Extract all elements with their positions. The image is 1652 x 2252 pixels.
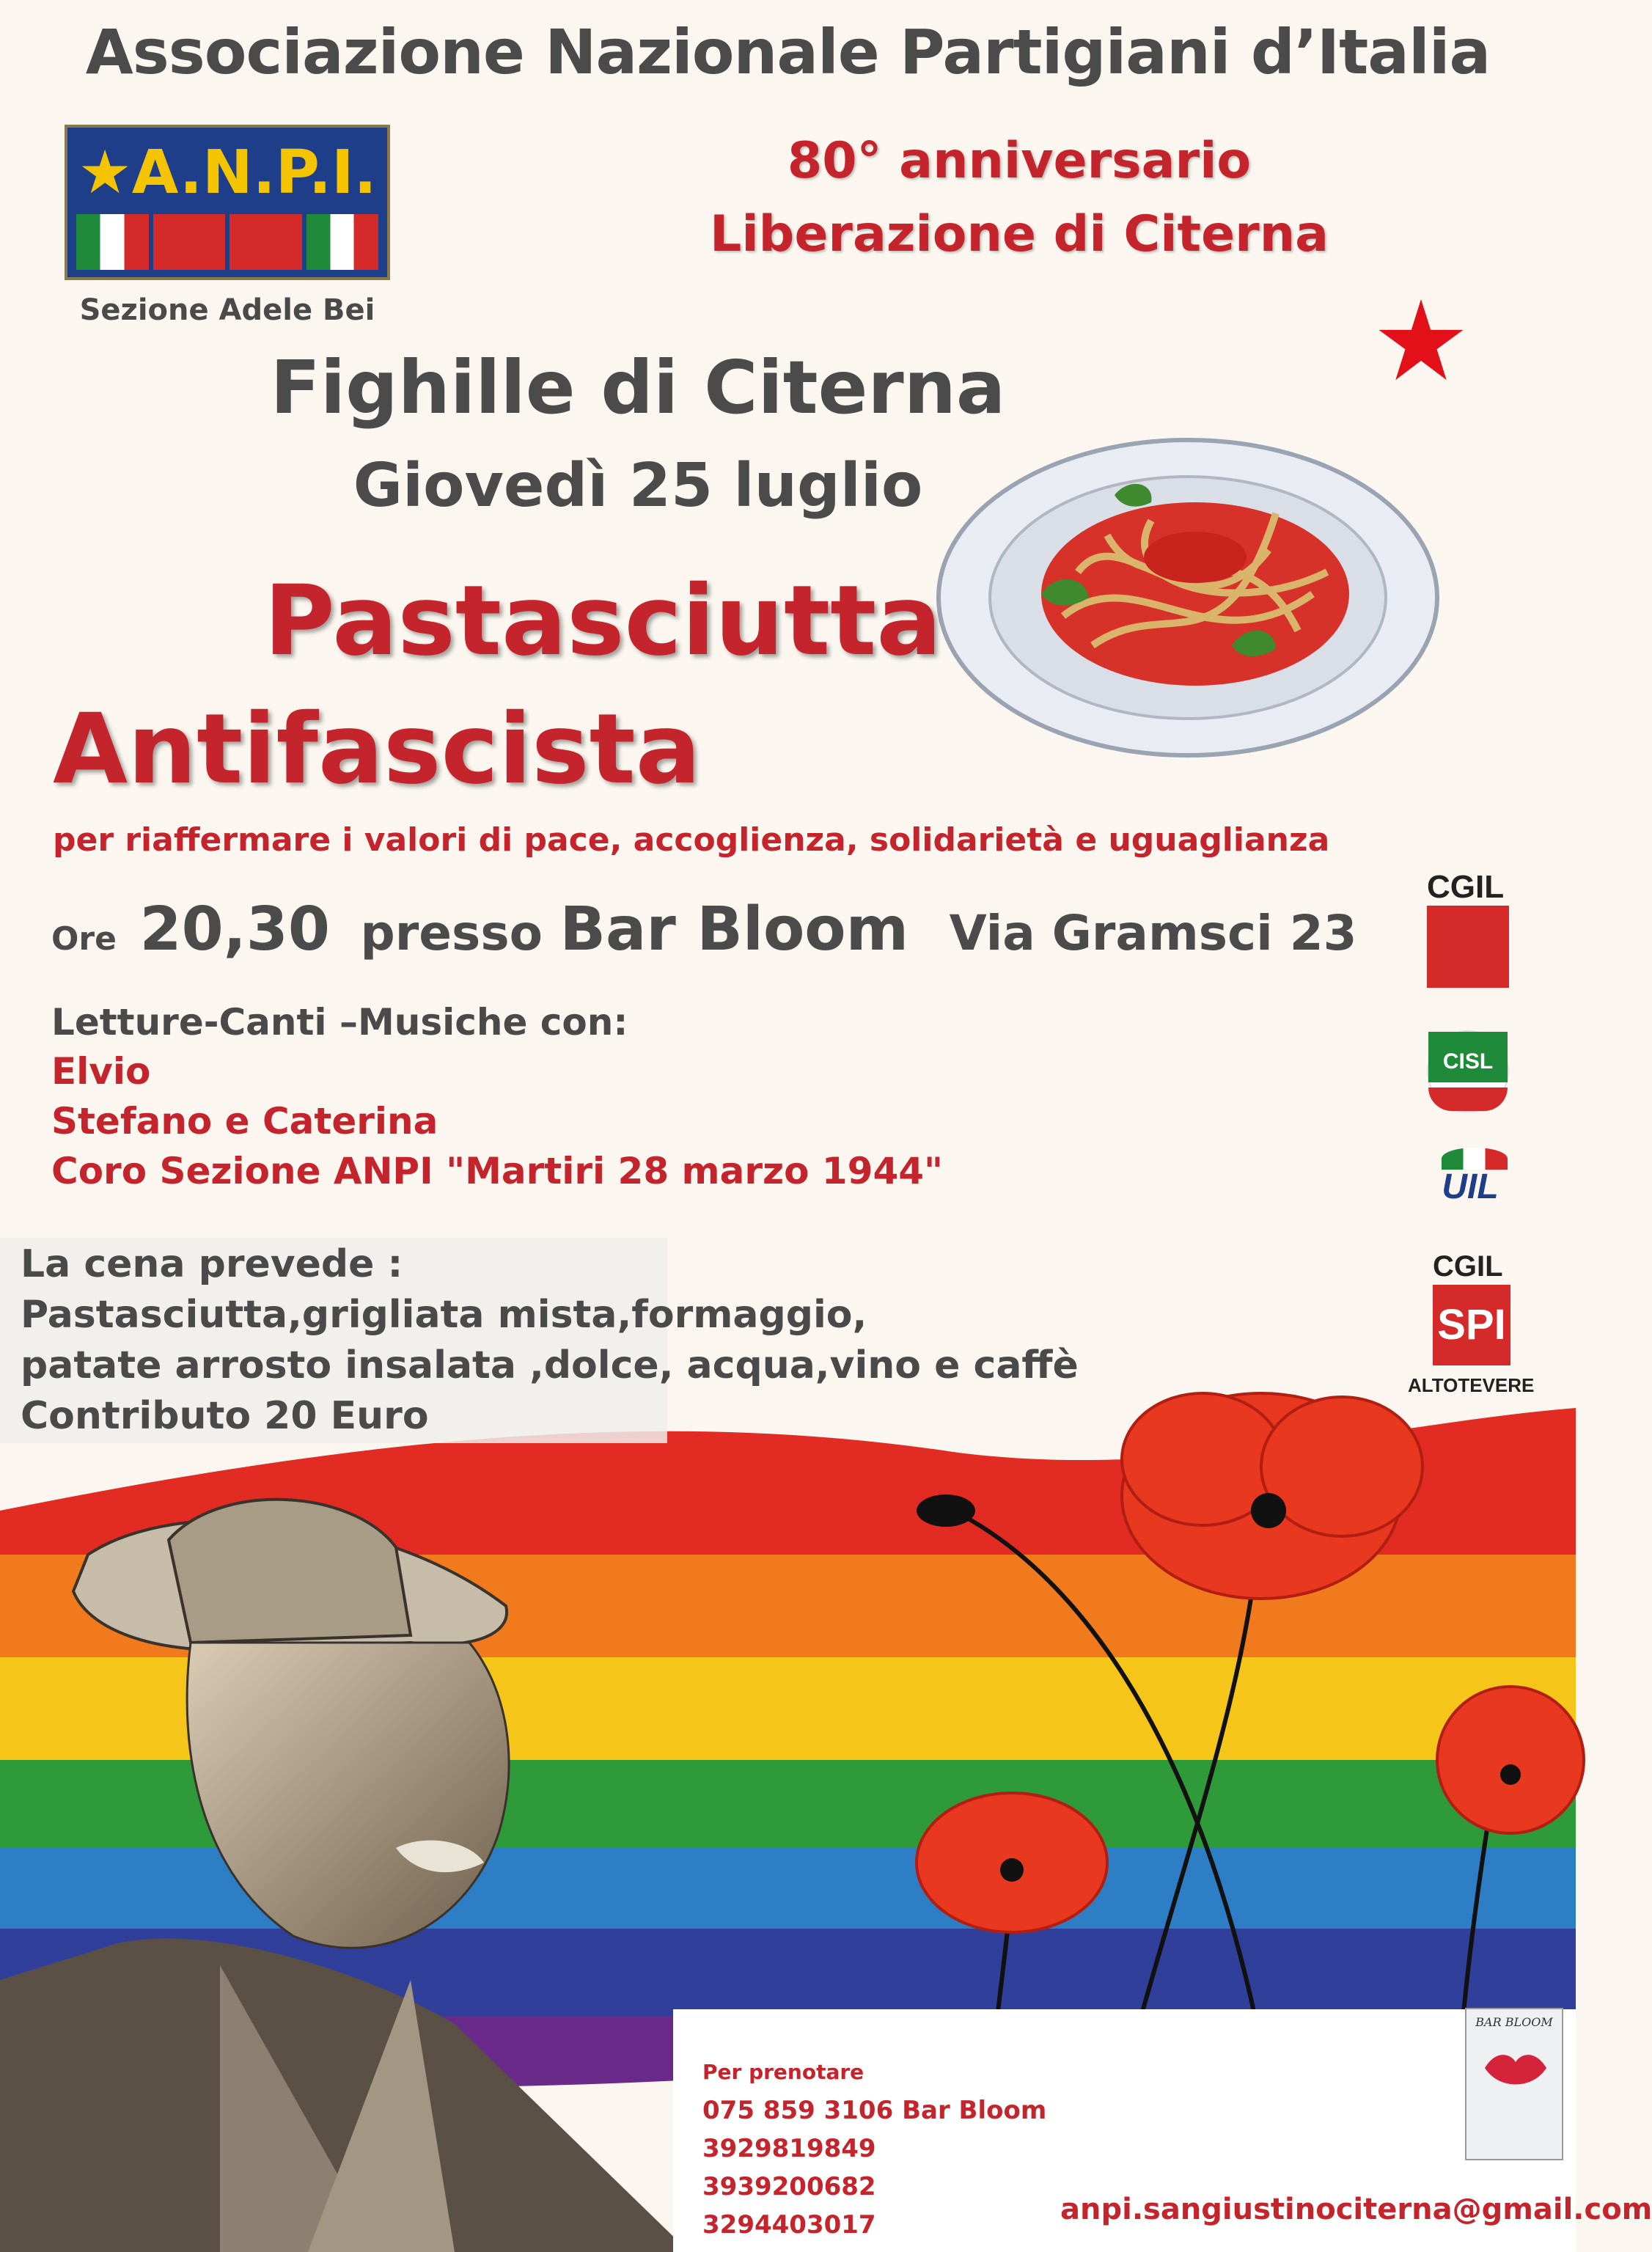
event-time-venue: [51, 895, 1357, 964]
dinner-line-2: patate arrosto insalata ,dolce, acqua,vino e caffè: [21, 1343, 1079, 1387]
booking-phone-1: 075 859 3106 Bar Bloom: [702, 2096, 1047, 2125]
anpi-logo: [65, 125, 390, 280]
event-tagline: per riaffermare i valori di pace, accoglienza, solidarietà e uguaglianza: [53, 821, 1330, 859]
event-title-line1: Pastasciutta: [264, 565, 942, 678]
booking-heading: Per prenotare: [702, 2060, 864, 2084]
page-title: Associazione Nazionale Partigiani d’Italia: [85, 16, 1491, 88]
time-prefix: Ore: [51, 920, 117, 958]
partisan-portrait-photo: [0, 1467, 689, 2252]
dinner-info: [21, 1239, 1079, 1442]
cisl-logo: [1427, 1030, 1509, 1112]
booking-phone-2: 3929819849: [702, 2134, 876, 2163]
spi-logo: SPI: [1433, 1285, 1510, 1365]
event-venue: Bar Bloom: [559, 895, 909, 964]
spi-cgil-label: CGIL: [1433, 1250, 1503, 1283]
red-star-icon: [1377, 299, 1465, 384]
event-title-line2: Antifascista: [53, 693, 701, 806]
bar-bloom-logo: [1465, 2008, 1563, 2160]
dinner-heading: La cena prevede :: [21, 1242, 403, 1286]
pasta-plate-illustration: [931, 425, 1444, 770]
uil-logo-label: UIL: [1442, 1167, 1499, 1206]
program-heading: Letture-Canti –Musiche con:: [51, 1001, 628, 1044]
cgil-logo-square: [1427, 906, 1509, 988]
section-name: Sezione Adele Bei: [79, 293, 375, 327]
cgil-logo-label: CGIL: [1427, 869, 1505, 905]
booking-phone-3: 3939200682: [702, 2172, 876, 2201]
booking-phone-4: 3294403017: [702, 2210, 876, 2240]
bar-bloom-logo-text: BAR BLOOM: [1475, 2015, 1553, 2029]
uil-logo: [1427, 1148, 1513, 1214]
anniversary-line1: 80° anniversario: [787, 132, 1252, 190]
anpi-flag-stripes: [76, 214, 378, 270]
performer-3: Coro Sezione ANPI "Martiri 28 marzo 1944": [51, 1150, 944, 1192]
event-place: Fighille di Citerna: [270, 345, 1006, 430]
event-address: Via Gramsci 23: [949, 905, 1357, 961]
spi-altotevere-label: ALTOTEVERE: [1408, 1374, 1535, 1396]
performer-2: Stefano e Caterina: [51, 1100, 438, 1142]
performer-1: Elvio: [51, 1050, 151, 1093]
presso-label: presso: [360, 905, 543, 961]
contact-email[interactable]: anpi.sangiustinociterna@gmail.com: [1060, 2193, 1652, 2226]
dinner-line-1: Pastasciutta,grigliata mista,formaggio,: [21, 1293, 867, 1337]
event-time: 20,30: [139, 895, 330, 964]
booking-info: [702, 2053, 1046, 2244]
cisl-logo-label: CISL: [1442, 1049, 1494, 1074]
dinner-line-3: Contributo 20 Euro: [21, 1394, 429, 1438]
anniversary-line2: Liberazione di Citerna: [710, 205, 1329, 263]
anpi-logo-text: ★A.N.P.I.: [78, 138, 377, 208]
event-date: Giovedì 25 luglio: [353, 451, 923, 521]
lips-icon: [1481, 2046, 1550, 2097]
